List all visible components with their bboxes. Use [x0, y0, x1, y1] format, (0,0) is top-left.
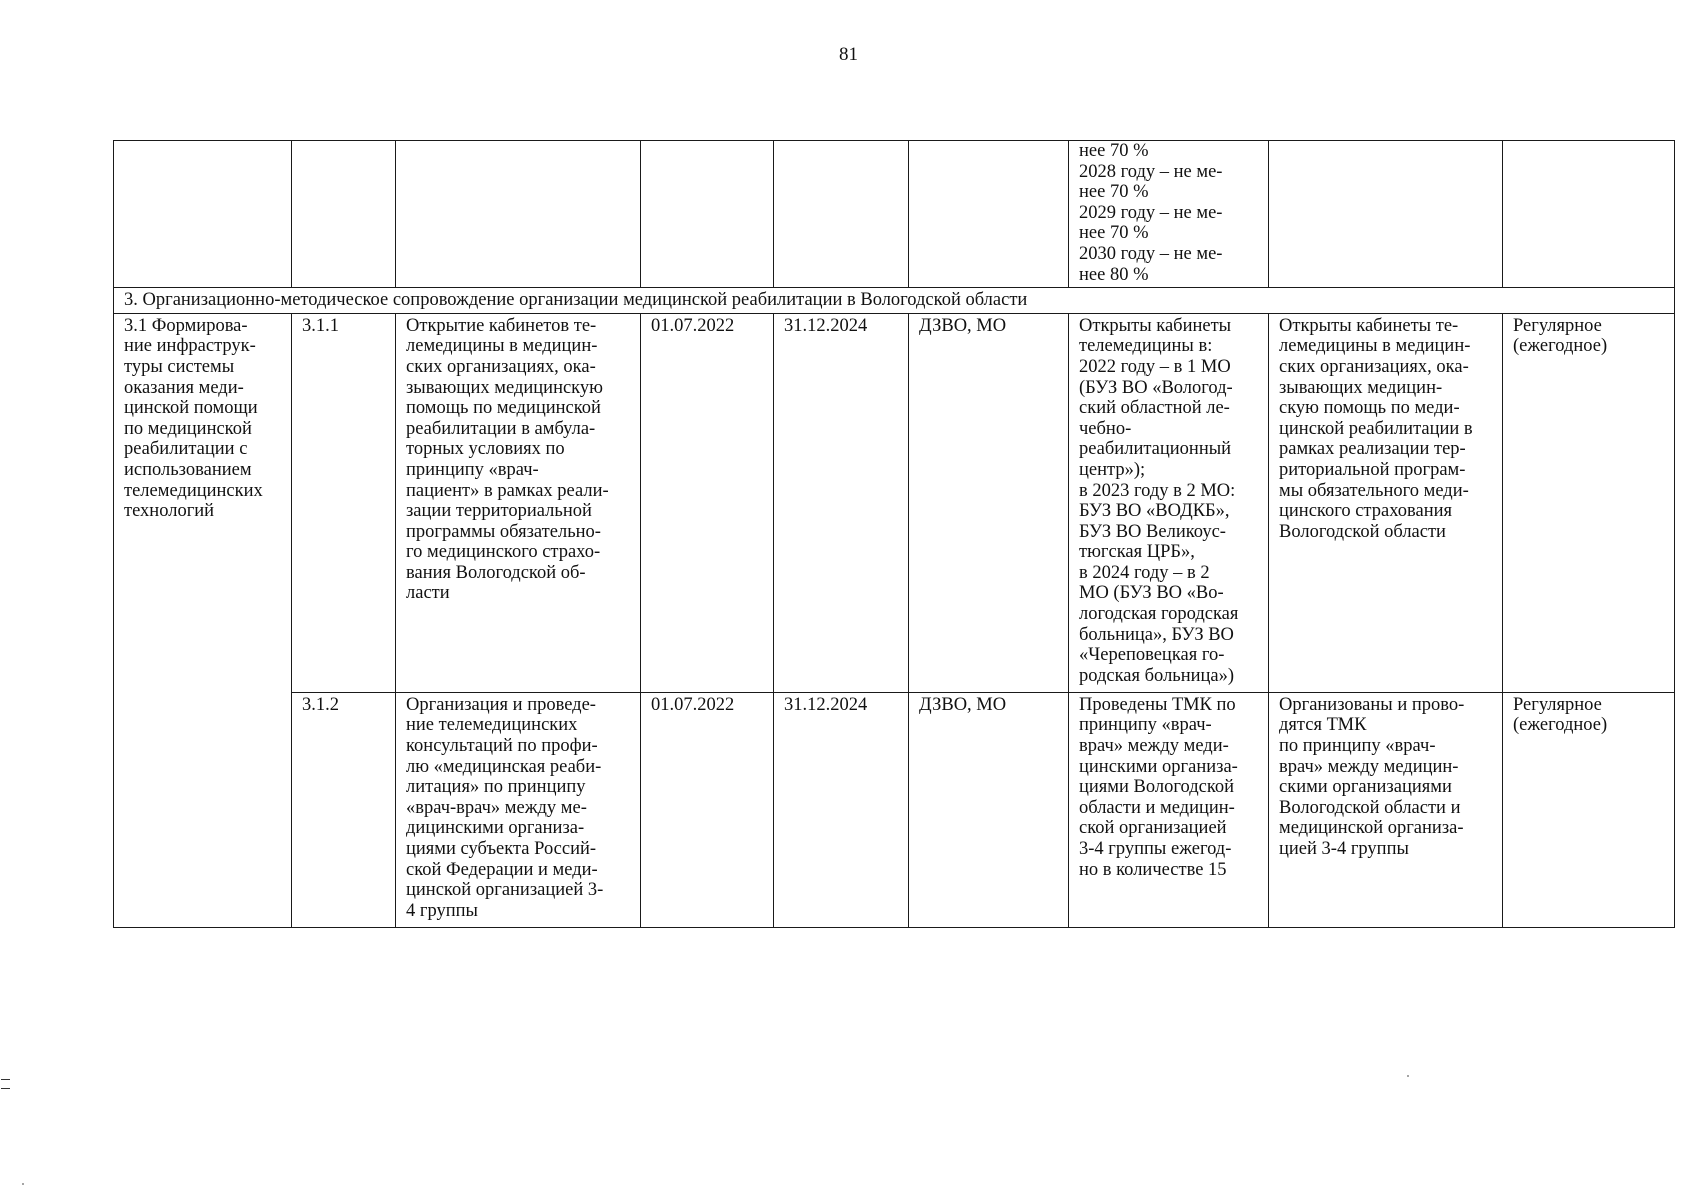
empty-cell [114, 141, 292, 288]
executor-cell: ДЗВО, МО [909, 692, 1069, 927]
scan-mark [1, 1079, 10, 1089]
section-row [114, 288, 1675, 314]
indicator-cell: Открыты кабинеты телемедицины в: 2022 году – в 1 МО (БУЗ ВО «Вологод- ский областной ле- чебно- реабилитационный центр»); в 2023 году в 2 МО: БУЗ ВО «ВОДКБ», БУЗ ВО Великоус- тюгская ЦРБ», в 2024 году – в 2 МО (БУЗ ВО «Во- логодская городская больница», БУЗ ВО «Череповецкая го- родская больница») [1069, 313, 1269, 692]
empty-cell [1503, 141, 1675, 288]
scan-speck [1407, 1075, 1409, 1077]
empty-cell [774, 141, 909, 288]
empty-cell [1269, 141, 1503, 288]
frequency-cell: Регулярное (ежегодное) [1503, 692, 1675, 927]
page-number: 81 [839, 44, 858, 65]
continuation-row [114, 141, 1675, 288]
executor-cell: ДЗВО, МО [909, 313, 1069, 692]
activity-cell: Открытие кабинетов те- лемедицины в медицин- ских организациях, ока- зывающих медицинскую помощь по медицинской реабилитации в амбула- торных условиях по принципу «врач- пациент» в рамках реали- зации территориальной программы обязательно- го медицинского страхо- вания Вологодской об- ласти [396, 313, 641, 692]
number-cell: 3.1.2 [292, 692, 396, 927]
table-row [114, 692, 1675, 927]
empty-cell [292, 141, 396, 288]
empty-cell [396, 141, 641, 288]
activity-table [113, 140, 1675, 928]
result-cell: Открыты кабинеты те- лемедицины в медицин- ских организациях, ока- зывающих медицин- скую помощь по меди- цинской реабилитации в рамках реализации тер- риториальной програм- мы обязательного меди- цинского страхования Вологодской области [1269, 313, 1503, 692]
activity-cell: Организация и проведе- ние телемедицинских консультаций по профи- лю «медицинская реаби- литация» по принципу «врач-врач» между ме- дицинскими организа- циями субъекта Россий- ской Федерации и меди- цинской организацией 3- 4 группы [396, 692, 641, 927]
indicator-cell: нее 70 % 2028 году – не ме- нее 70 % 2029 году – не ме- нее 70 % 2030 году – не ме- нее 80 % [1069, 141, 1269, 288]
frequency-cell: Регулярное (ежегодное) [1503, 313, 1675, 692]
start-date-cell: 01.07.2022 [641, 313, 774, 692]
number-cell: 3.1.1 [292, 313, 396, 692]
section-title: 3. Организационно-методическое сопровождение организации медицинской реабилитации в Вологодской области [114, 288, 1675, 314]
start-date-cell: 01.07.2022 [641, 692, 774, 927]
end-date-cell: 31.12.2024 [774, 313, 909, 692]
scan-speck [22, 1183, 24, 1185]
empty-cell [909, 141, 1069, 288]
result-cell: Организованы и прово- дятся ТМК по принципу «врач- врач» между медицин- скими организациями Вологодской области и медицинской организа- цией 3-4 группы [1269, 692, 1503, 927]
indicator-cell: Проведены ТМК по принципу «врач- врач» между меди- цинскими организа- циями Вологодской области и медицин- ской организацией 3-4 группы ежегод- но в количестве 15 [1069, 692, 1269, 927]
task-cell: 3.1 Формирова- ние инфраструк- туры системы оказания меди- цинской помощи по медицинской реабилитации с использованием телемедицинских технологий [114, 313, 292, 927]
table-row [114, 313, 1675, 692]
empty-cell [641, 141, 774, 288]
end-date-cell: 31.12.2024 [774, 692, 909, 927]
